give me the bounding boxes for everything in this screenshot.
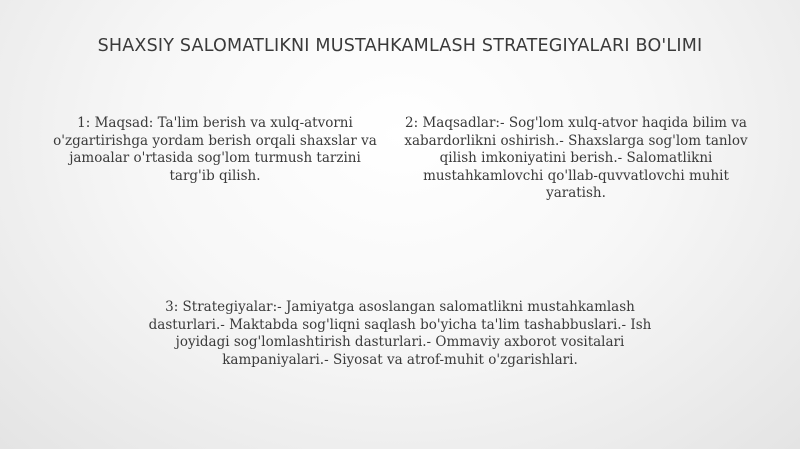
strategies-text-block: 3: Strategiyalar:- Jamiyatga asoslangan salomatlikni mustahkamlash dasturlari.- Maktabda sog'liqni saqlash bo'yicha ta'lim tashabbuslari.- Ish joyidagi sog'lomlashtirish dasturlari.- Ommaviy axborot vositalari kampaniyalari.- Siyosat va atrof-muhit o'zgarishlari. [148,299,652,368]
objectives-text-block: 2: Maqsadlar:- Sog'lom xulq-atvor haqida bilim va xabardorlikni oshirish.- Shaxslarga sog'lom tanlov qilish imkoniyatini berish.- Salomatlikni mustahkamlovchi qo'llab-quvvatlovchi muhit yaratish. [404,115,748,201]
slide-title: SHAXSIY SALOMATLIKNI MUSTAHKAMLASH STRATEGIYALARI BO'LIMI [97,36,703,56]
goal-text-block: 1: Maqsad: Ta'lim berish va xulq-atvorni o'zgartirishga yordam berish orqali shaxslar va jamoalar o'rtasida sog'lom turmush tarzini targ'ib qilish. [53,115,377,184]
